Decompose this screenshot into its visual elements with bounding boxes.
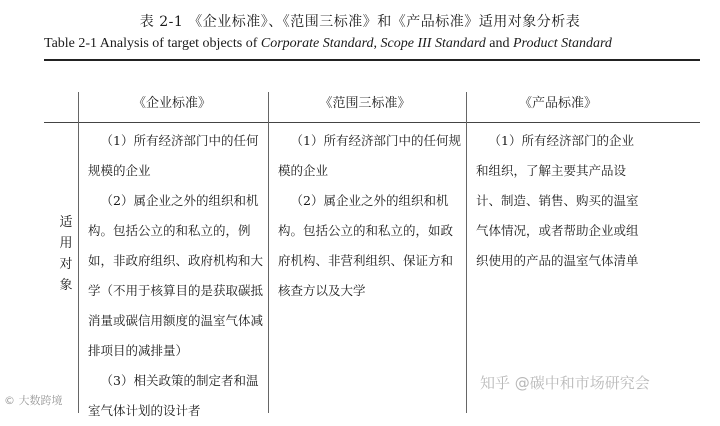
caption-en-standard-1: Corporate Standard xyxy=(260,36,374,51)
column-divider-2 xyxy=(268,92,269,413)
table-caption-chinese: 表 2-1 《企业标准》、《范围三标准》和《产品标准》适用对象分析表 xyxy=(139,14,581,30)
table-top-rule xyxy=(44,59,700,61)
row-label-char: 适 xyxy=(59,215,73,230)
cell-scope-three-standard xyxy=(278,126,462,306)
table-header-rule xyxy=(44,122,700,123)
row-label-char: 用 xyxy=(59,236,73,251)
cell-paragraph: （2）属企业之外的组织和机构。包括公立的和私立的，例如，非政府组织、政府机构和大学（不用于核算目的是获取碳抵消量或碳信用额度的温室气体减排项目的减排量） xyxy=(88,193,264,358)
header-corporate-standard: 《企业标准》 xyxy=(132,96,211,111)
row-label-char: 象 xyxy=(59,278,73,293)
row-label-applicable-objects xyxy=(58,212,74,296)
caption-en-sep-1: , xyxy=(373,36,381,51)
row-label-char: 对 xyxy=(59,257,73,272)
header-scope-three-standard: 《范围三标准》 xyxy=(319,96,411,111)
header-product-standard: 《产品标准》 xyxy=(518,96,597,111)
caption-en-standard-2: Scope III Standard xyxy=(380,36,486,51)
cell-product-standard xyxy=(476,126,646,276)
cell-paragraph: （1）所有经济部门中的任何规模的企业 xyxy=(88,133,259,178)
cell-paragraph: （2）属企业之外的组织和机构。包括公立的和私立的，如政府机构、非营利组织、保证方和核查方以及大学 xyxy=(278,193,454,298)
column-divider-3 xyxy=(466,92,467,413)
column-divider-1 xyxy=(78,92,79,413)
cell-corporate-standard xyxy=(88,126,264,426)
cell-paragraph: （1）所有经济部门中的任何规模的企业 xyxy=(278,133,461,178)
watermark-left: © 大数跨境 xyxy=(4,394,63,407)
table-caption-english xyxy=(44,36,704,52)
caption-en-sep-2: and xyxy=(485,36,513,51)
cell-paragraph: （1）所有经济部门的企业和组织，了解主要其产品设计、制造、销售、购买的温室气体情况，或者帮助企业或组织使用的产品的温室气体清单 xyxy=(476,133,639,268)
caption-en-prefix: Table 2-1 Analysis of target objects of xyxy=(44,36,261,51)
cell-paragraph: （3）相关政策的制定者和温室气体计划的设计者 xyxy=(88,373,259,418)
watermark-right: 知乎 @碳中和市场研究会 xyxy=(480,374,650,392)
caption-en-standard-3: Product Standard xyxy=(513,36,612,51)
